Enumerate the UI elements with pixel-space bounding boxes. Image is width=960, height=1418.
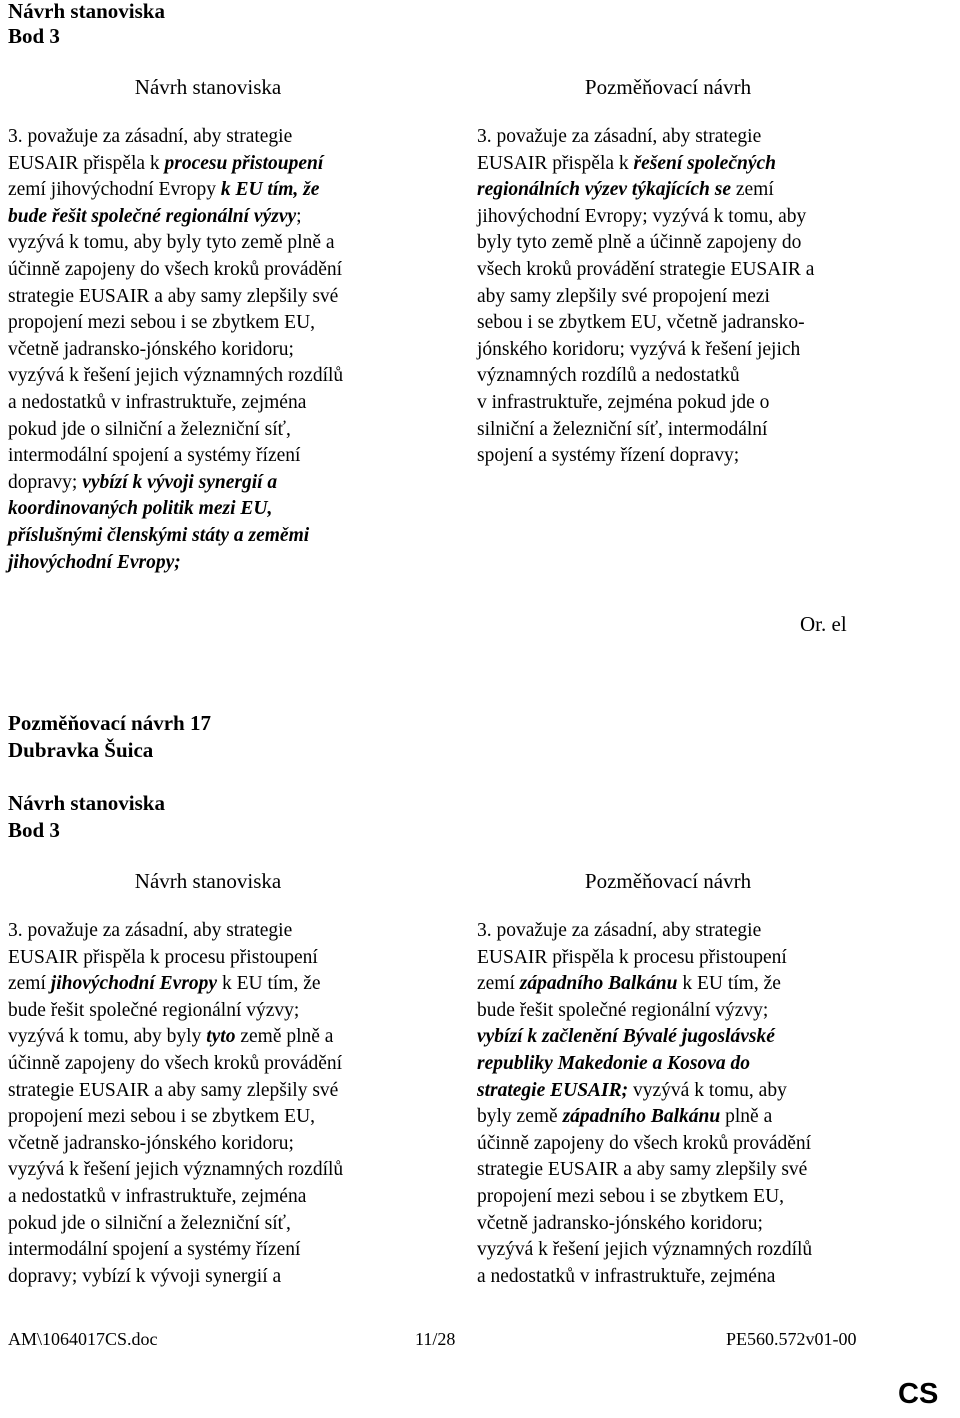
text-segment: procesu přistoupení — [164, 152, 324, 174]
text-line — [477, 390, 814, 417]
amendment-number: Pozměňovací návrh 17 — [8, 711, 211, 735]
footer-page-number: 11/28 — [415, 1329, 456, 1349]
text-segment: k EU tím, že — [217, 973, 321, 995]
text-line — [8, 1078, 343, 1105]
text-segment: k EU tím, že — [677, 973, 781, 995]
block1-title: Návrh stanoviska — [8, 0, 165, 23]
text-segment: pokud jde o silniční a železniční síť, — [8, 418, 291, 440]
text-segment: EUSAIR přispěla k procesu přistoupení — [8, 946, 318, 968]
text-segment: vyzývá k tomu, aby byly tyto země plně a — [8, 232, 335, 254]
text-line — [477, 151, 814, 178]
text-line — [8, 1157, 343, 1184]
text-segment: strategie EUSAIR a aby samy zlepšily své — [8, 285, 339, 307]
text-line — [477, 177, 814, 204]
block1-bod: Bod 3 — [8, 24, 60, 48]
text-segment: dopravy; vybízí k vývoji synergií a — [8, 1265, 282, 1287]
text-segment: ; — [296, 205, 302, 227]
text-segment: vybízí k vývoji synergií a — [82, 471, 278, 493]
text-segment: EUSAIR přispěla k — [477, 152, 634, 174]
block2-left-text — [8, 918, 343, 1290]
text-line — [8, 918, 343, 945]
text-line — [477, 1051, 812, 1078]
text-line — [8, 1264, 343, 1291]
text-segment: 3. považuje za zásadní, aby strategie — [477, 126, 762, 147]
text-segment: řešení společných — [633, 152, 776, 174]
text-line — [477, 971, 812, 998]
text-segment: jihovýchodní Evropy; vyzývá k tomu, aby — [477, 205, 807, 227]
text-segment: jihovýchodní Evropy; — [8, 551, 181, 573]
text-segment: EUSAIR přispěla k procesu přistoupení — [477, 946, 787, 968]
block2-bod: Bod 3 — [8, 818, 60, 842]
text-segment: aby samy zlepšily své propojení mezi — [477, 285, 770, 307]
text-line — [8, 417, 343, 444]
text-line — [8, 310, 343, 337]
block1-right-header: Pozměňovací návrh — [584, 75, 752, 99]
text-line — [8, 1211, 343, 1238]
text-segment: včetně jadransko-jónského koridoru; — [8, 338, 294, 360]
text-segment: tyto — [206, 1026, 236, 1048]
block2-right-text — [477, 918, 812, 1290]
text-line — [477, 417, 814, 444]
text-segment: plně a — [720, 1106, 773, 1128]
text-segment: a nedostatků v infrastruktuře, zejména — [8, 391, 307, 413]
text-line — [477, 1184, 812, 1211]
text-segment: republiky Makedonie a Kosova do — [477, 1052, 750, 1074]
text-segment: a nedostatků v infrastruktuře, zejména — [477, 1265, 776, 1287]
text-segment: západního Balkánu — [519, 973, 678, 995]
text-segment: EUSAIR přispěla k — [8, 152, 165, 174]
text-line — [477, 998, 812, 1025]
text-segment: všech kroků provádění strategie EUSAIR a — [477, 258, 815, 280]
footer-reference: PE560.572v01-00 — [726, 1329, 857, 1349]
text-line — [477, 337, 814, 364]
block1-right-text — [477, 124, 814, 470]
text-segment: včetně jadransko-jónského koridoru; — [477, 1212, 763, 1234]
text-segment: 3. považuje za zásadní, aby strategie — [8, 920, 293, 941]
block2-left-header: Návrh stanoviska — [134, 869, 282, 893]
text-line — [8, 151, 343, 178]
text-line — [8, 550, 343, 577]
text-segment: účinně zapojeny do všech kroků provádění — [8, 258, 343, 280]
text-segment: vybízí k začlenění Bývalé jugoslávské — [477, 1026, 775, 1048]
text-segment: zemí jihovýchodní Evropy — [8, 179, 221, 201]
text-segment: strategie EUSAIR a aby samy zlepšily své — [477, 1159, 808, 1181]
text-segment: včetně jadransko-jónského koridoru; — [8, 1132, 294, 1154]
text-segment: zemí — [731, 179, 774, 201]
text-segment: vyzývá k tomu, aby — [628, 1079, 787, 1101]
text-line — [8, 124, 343, 151]
text-line — [477, 443, 814, 470]
text-line — [477, 230, 814, 257]
text-segment: země plně a — [235, 1026, 334, 1048]
text-segment: sebou i se zbytkem EU, včetně jadransko- — [477, 312, 805, 334]
text-segment: bude řešit společné regionální výzvy; — [8, 999, 300, 1021]
text-line — [477, 257, 814, 284]
block2-right-header: Pozměňovací návrh — [584, 869, 752, 893]
text-segment: vyzývá k řešení jejich významných rozdílů — [8, 1159, 344, 1181]
text-segment: bude řešit společné regionální výzvy; — [477, 999, 769, 1021]
text-line — [477, 1237, 812, 1264]
text-segment: k EU tím, že — [220, 179, 320, 201]
text-line — [8, 1237, 343, 1264]
text-line — [477, 284, 814, 311]
text-segment: příslušnými členskými státy a zeměmi — [8, 524, 310, 546]
text-segment: vyzývá k řešení jejich významných rozdílů — [8, 365, 344, 387]
text-segment: strategie EUSAIR; — [477, 1079, 629, 1101]
text-line — [477, 1264, 812, 1291]
block1-left-header: Návrh stanoviska — [134, 75, 282, 99]
text-line — [8, 284, 343, 311]
text-line — [8, 363, 343, 390]
text-segment: vyzývá k řešení jejich významných rozdílů — [477, 1239, 813, 1261]
text-line — [477, 1131, 812, 1158]
text-segment: dopravy; — [8, 471, 83, 493]
text-segment: propojení mezi sebou i se zbytkem EU, — [8, 312, 316, 334]
text-segment: zemí — [477, 973, 520, 995]
text-line — [477, 204, 814, 231]
text-line — [477, 363, 814, 390]
text-line — [477, 918, 812, 945]
text-segment: regionálních výzev týkajících se — [477, 179, 731, 201]
amendment-author: Dubravka Šuica — [8, 738, 154, 762]
text-line — [8, 496, 343, 523]
text-segment: jihovýchodní Evropy — [50, 973, 218, 995]
text-line — [8, 971, 343, 998]
text-segment: propojení mezi sebou i se zbytkem EU, — [8, 1106, 316, 1128]
text-segment: silniční a železniční síť, intermodální — [477, 418, 768, 440]
text-line — [8, 337, 343, 364]
text-line — [8, 1131, 343, 1158]
text-line — [8, 945, 343, 972]
text-line — [8, 204, 343, 231]
text-line — [477, 1104, 812, 1131]
text-line — [8, 177, 343, 204]
text-line — [8, 390, 343, 417]
text-segment: 3. považuje za zásadní, aby strategie — [8, 126, 293, 147]
original-language: Or. el — [800, 612, 847, 636]
text-line — [8, 1184, 343, 1211]
text-segment: strategie EUSAIR a aby samy zlepšily své — [8, 1079, 339, 1101]
text-segment: 3. považuje za zásadní, aby strategie — [477, 920, 762, 941]
text-segment: intermodální spojení a systémy řízení — [8, 445, 301, 467]
text-segment: zemí — [8, 973, 51, 995]
footer-doc-name: AM\1064017CS.doc — [8, 1329, 158, 1349]
text-segment: významných rozdílů a nedostatků — [477, 365, 740, 387]
footer-language: CS — [898, 1378, 939, 1410]
text-segment: a nedostatků v infrastruktuře, zejména — [8, 1185, 307, 1207]
text-segment: účinně zapojeny do všech kroků provádění — [477, 1132, 812, 1154]
text-segment: v infrastruktuře, zejména pokud jde o — [477, 391, 770, 413]
text-line — [477, 1157, 812, 1184]
text-line — [477, 1024, 812, 1051]
text-segment: byly země — [477, 1106, 563, 1128]
text-segment: byly tyto země plně a účinně zapojeny do — [477, 232, 802, 254]
text-line — [477, 310, 814, 337]
text-segment: jónského koridoru; vyzývá k řešení jejich — [477, 338, 801, 360]
block2-title: Návrh stanoviska — [8, 791, 165, 815]
text-segment: západního Balkánu — [562, 1106, 721, 1128]
text-segment: koordinovaných politik mezi EU, — [8, 498, 273, 520]
text-segment: účinně zapojeny do všech kroků provádění — [8, 1052, 343, 1074]
text-segment: spojení a systémy řízení dopravy; — [477, 445, 740, 467]
text-line — [8, 470, 343, 497]
text-line — [8, 230, 343, 257]
text-segment: vyzývá k tomu, aby byly — [8, 1026, 207, 1048]
text-line — [477, 945, 812, 972]
text-line — [8, 1051, 343, 1078]
text-segment: pokud jde o silniční a železniční síť, — [8, 1212, 291, 1234]
text-segment: bude řešit společné regionální výzvy — [8, 205, 297, 227]
block1-left-text — [8, 124, 343, 576]
text-segment: propojení mezi sebou i se zbytkem EU, — [477, 1185, 785, 1207]
text-line — [8, 257, 343, 284]
text-line — [477, 1211, 812, 1238]
text-line — [8, 1104, 343, 1131]
text-line — [8, 998, 343, 1025]
text-line — [8, 1024, 343, 1051]
text-segment: intermodální spojení a systémy řízení — [8, 1239, 301, 1261]
text-line — [477, 1078, 812, 1105]
text-line — [8, 443, 343, 470]
text-line — [477, 124, 814, 151]
text-line — [8, 523, 343, 550]
